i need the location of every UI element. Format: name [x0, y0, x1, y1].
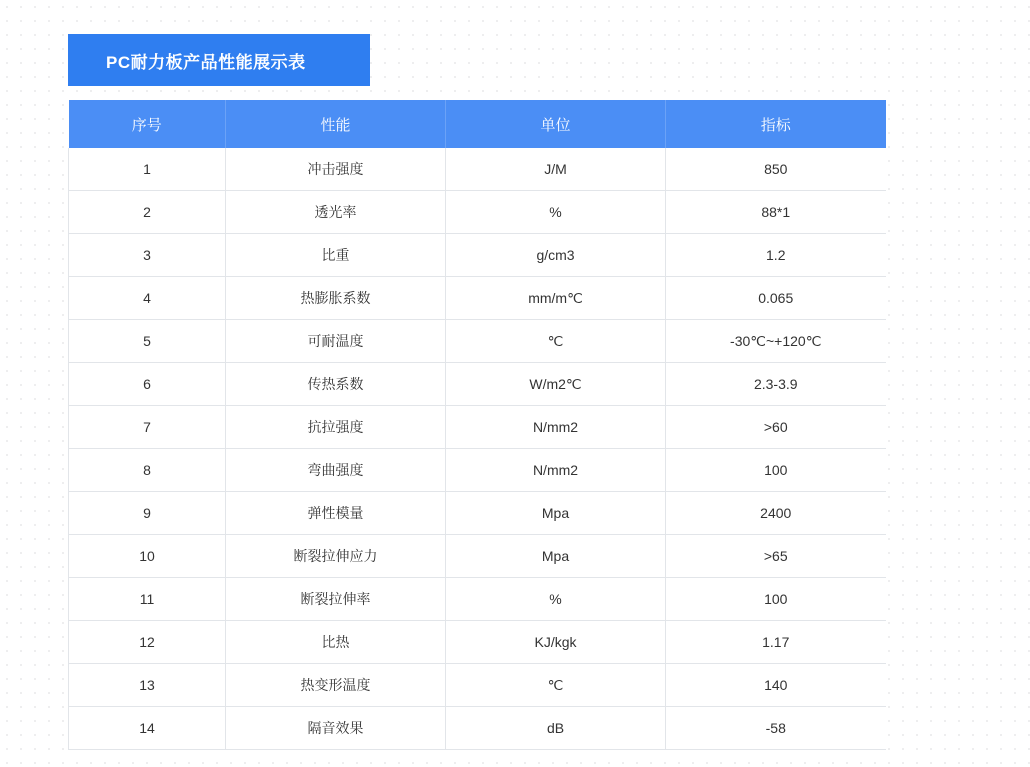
column-header-value: 指标 [666, 100, 886, 148]
table-row [69, 578, 886, 621]
table-row [69, 148, 886, 191]
table-row [69, 234, 886, 277]
cell-property: 隔音效果 [226, 707, 446, 750]
cell-property: 断裂拉伸应力 [226, 535, 446, 578]
cell-value: 1.2 [666, 234, 886, 277]
cell-value: 140 [666, 664, 886, 707]
cell-index: 6 [69, 363, 226, 406]
cell-value: -58 [666, 707, 886, 750]
cell-property: 弯曲强度 [226, 449, 446, 492]
table-row [69, 191, 886, 234]
cell-index: 10 [69, 535, 226, 578]
page-title: PC耐力板产品性能展示表 [106, 52, 306, 72]
table-row [69, 449, 886, 492]
table-row [69, 707, 886, 750]
table-header [69, 100, 886, 148]
cell-index: 9 [69, 492, 226, 535]
column-header-unit: 单位 [446, 100, 666, 148]
table-row [69, 492, 886, 535]
cell-index: 12 [69, 621, 226, 664]
cell-unit: Mpa [446, 492, 666, 535]
cell-value: >65 [666, 535, 886, 578]
table-row [69, 277, 886, 320]
cell-unit: N/mm2 [446, 406, 666, 449]
table-row [69, 406, 886, 449]
cell-property: 传热系数 [226, 363, 446, 406]
cell-unit: N/mm2 [446, 449, 666, 492]
cell-value: 850 [666, 148, 886, 191]
cell-index: 5 [69, 320, 226, 363]
cell-property: 透光率 [226, 191, 446, 234]
cell-value: 2.3-3.9 [666, 363, 886, 406]
specification-table [68, 100, 886, 750]
cell-value: 1.17 [666, 621, 886, 664]
cell-property: 热变形温度 [226, 664, 446, 707]
cell-value: 100 [666, 449, 886, 492]
column-header-index: 序号 [69, 100, 226, 148]
table-row [69, 535, 886, 578]
cell-value: -30℃~+120℃ [666, 320, 886, 363]
cell-unit: J/M [446, 148, 666, 191]
cell-index: 11 [69, 578, 226, 621]
title-banner [68, 34, 370, 86]
cell-index: 3 [69, 234, 226, 277]
table-row [69, 621, 886, 664]
cell-index: 8 [69, 449, 226, 492]
cell-index: 2 [69, 191, 226, 234]
cell-unit: mm/m℃ [446, 277, 666, 320]
cell-property: 弹性模量 [226, 492, 446, 535]
table-row [69, 320, 886, 363]
cell-index: 7 [69, 406, 226, 449]
cell-index: 13 [69, 664, 226, 707]
cell-unit: Mpa [446, 535, 666, 578]
cell-property: 热膨胀系数 [226, 277, 446, 320]
cell-property: 冲击强度 [226, 148, 446, 191]
document-content [68, 34, 885, 750]
table-body [69, 148, 886, 750]
cell-unit: W/m2℃ [446, 363, 666, 406]
cell-value: 0.065 [666, 277, 886, 320]
cell-unit: g/cm3 [446, 234, 666, 277]
table-header-row [69, 100, 886, 148]
cell-unit: ℃ [446, 320, 666, 363]
cell-unit: % [446, 191, 666, 234]
cell-value: >60 [666, 406, 886, 449]
cell-property: 比热 [226, 621, 446, 664]
cell-unit: KJ/kgk [446, 621, 666, 664]
cell-unit: dB [446, 707, 666, 750]
cell-index: 4 [69, 277, 226, 320]
cell-unit: ℃ [446, 664, 666, 707]
cell-value: 2400 [666, 492, 886, 535]
cell-property: 可耐温度 [226, 320, 446, 363]
cell-property: 抗拉强度 [226, 406, 446, 449]
cell-value: 88*1 [666, 191, 886, 234]
cell-property: 比重 [226, 234, 446, 277]
column-header-property: 性能 [226, 100, 446, 148]
cell-index: 14 [69, 707, 226, 750]
cell-property: 断裂拉伸率 [226, 578, 446, 621]
table-row [69, 363, 886, 406]
cell-index: 1 [69, 148, 226, 191]
cell-unit: % [446, 578, 666, 621]
table-row [69, 664, 886, 707]
cell-value: 100 [666, 578, 886, 621]
